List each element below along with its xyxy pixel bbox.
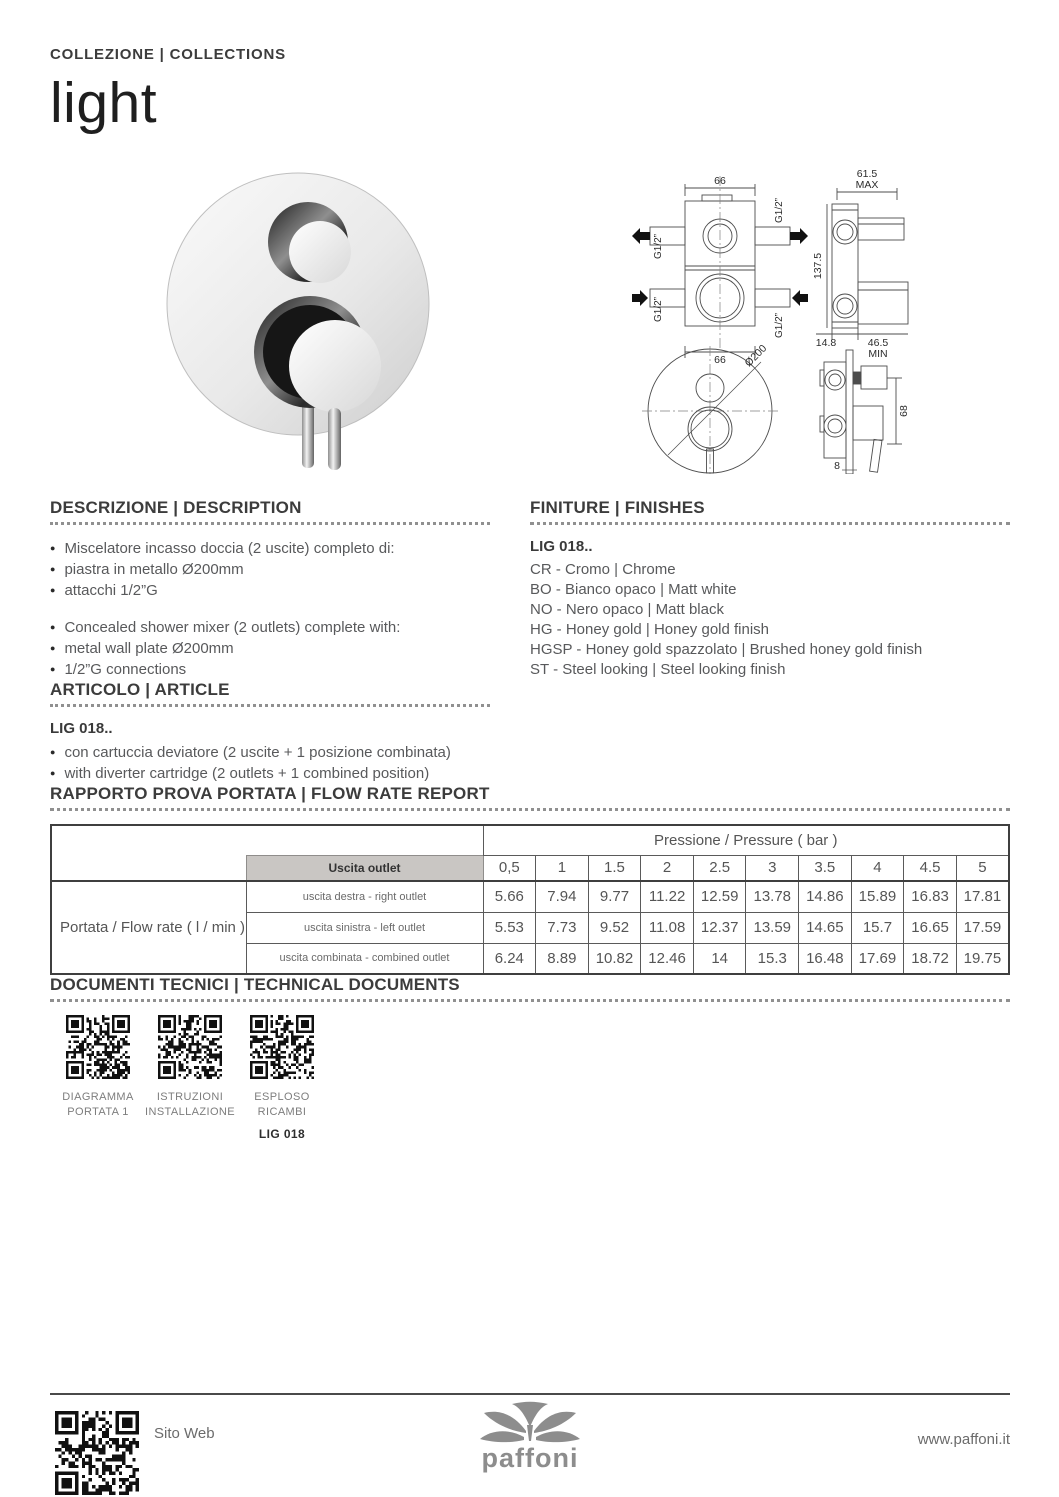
product-visuals: [50, 138, 1010, 486]
diverter-knob-face: [289, 221, 351, 283]
paffoni-palm-icon: [480, 1402, 580, 1442]
finish-item: NO - Nero opaco | Matt black: [530, 601, 724, 618]
description-item: [50, 559, 490, 580]
description-item: [50, 617, 490, 638]
inlet-arrow-bottom-right: [792, 290, 808, 306]
document-label: [236, 1090, 328, 1120]
inlet-arrow-bottom-left: [632, 290, 648, 306]
technical-drawing: [630, 166, 910, 474]
description-item-text: metal wall plate Ø200mm: [64, 640, 234, 657]
outlet-arrow-top-left: [632, 228, 650, 244]
flow-value: 14.86: [799, 881, 852, 912]
document-label-line: PORTATA 1: [67, 1106, 129, 1118]
dim-min-label: MIN: [868, 348, 888, 360]
diverter-rod: [328, 408, 341, 470]
finish-item: CR - Cromo | Chrome: [530, 561, 676, 578]
dotted-rule: [50, 808, 1010, 811]
bullet-icon: ●: [50, 585, 56, 595]
flow-value: 7.73: [536, 912, 589, 943]
pressure-value: 0,5: [483, 855, 536, 881]
pressure-value: 5: [956, 855, 1009, 881]
dotted-rule: [50, 522, 490, 525]
flow-pressure-row: [51, 855, 1009, 881]
dim-height: 137.5: [812, 252, 824, 280]
flow-report-heading: RAPPORTO PROVA PORTATA | FLOW RATE REPORT: [50, 784, 490, 803]
flow-value: 8.89: [536, 943, 589, 974]
outlet-label: uscita sinistra - left outlet: [246, 912, 483, 943]
pressure-value: 3: [746, 855, 799, 881]
pressure-value: 2: [641, 855, 694, 881]
dim-plate-diameter: Ø200: [742, 342, 770, 370]
outlet-label: uscita combinata - combined outlet: [246, 943, 483, 974]
mixer-handle-face: [289, 320, 381, 412]
pressure-header: Pressione / Pressure ( bar ): [483, 825, 1009, 855]
flow-value: 9.77: [588, 881, 641, 912]
description-item-text: 1/2”G connections: [64, 661, 187, 678]
flow-rate-table: [50, 824, 1010, 975]
finishes-list: [530, 560, 1010, 680]
flow-value: 14: [693, 943, 746, 974]
dim-max-label: MAX: [855, 179, 879, 191]
description-list-en: [50, 617, 490, 680]
description-column: [50, 498, 490, 784]
finish-item: HGSP - Honey gold spazzolato | Brushed honey gold finish: [530, 641, 923, 658]
bullet-icon: ●: [50, 564, 56, 574]
flow-value: 15.89: [851, 881, 904, 912]
dim-conn-tr: G1/2”: [774, 197, 785, 223]
finish-item: HG - Honey gold | Honey gold finish: [530, 621, 770, 638]
flow-rate-group-label: Portata / Flow rate ( l / min ): [51, 881, 246, 974]
flow-value: 13.59: [746, 912, 799, 943]
dim-depth-max: 61.5: [856, 168, 878, 180]
bullet-icon: ●: [50, 664, 56, 674]
pressure-value: 2.5: [693, 855, 746, 881]
flow-value: 12.37: [693, 912, 746, 943]
article-code: LIG 018..: [50, 720, 113, 737]
description-item-text: Concealed shower mixer (2 outlets) complete with:: [64, 619, 401, 636]
technical-document-item: [236, 1015, 328, 1141]
collection-title: light: [50, 71, 158, 135]
finish-item: BO - Bianco opaco | Matt white: [530, 581, 737, 598]
dim-conn-tl: G1/2”: [653, 233, 664, 259]
flow-value: 11.08: [641, 912, 694, 943]
pressure-value: 1.5: [588, 855, 641, 881]
description-item-text: Miscelatore incasso doccia (2 uscite) completo di:: [64, 540, 395, 557]
dim-width-top: 66: [714, 175, 726, 187]
pressure-value: 1: [536, 855, 589, 881]
technical-document-item: [144, 1015, 236, 1141]
page-footer: [50, 1393, 1010, 1497]
bullet-icon: ●: [50, 747, 56, 757]
description-item: [50, 638, 490, 659]
flow-value: 12.46: [641, 943, 694, 974]
flow-value: 5.66: [483, 881, 536, 912]
flow-table-blank: [51, 855, 246, 881]
bullet-icon: ●: [50, 768, 56, 778]
description-heading: DESCRIZIONE | DESCRIPTION: [50, 498, 302, 517]
product-photo: [162, 138, 434, 472]
technical-documents-row: [52, 1015, 1010, 1141]
flow-value: 19.75: [956, 943, 1009, 974]
dim-plate-thickness: 8: [834, 460, 840, 472]
dotted-rule: [530, 522, 1010, 525]
finishes-heading: FINITURE | FINISHES: [530, 498, 705, 517]
bullet-icon: ●: [50, 622, 56, 632]
article-item: [50, 763, 490, 784]
sito-web-label: Sito Web: [154, 1425, 215, 1442]
description-list-it: [50, 538, 490, 601]
document-label-line: ISTRUZIONI: [156, 1091, 224, 1103]
flow-table-corner: [51, 825, 483, 855]
document-code: LIG 018: [258, 1127, 306, 1141]
outlet-label: uscita destra - right outlet: [246, 881, 483, 912]
dotted-rule: [50, 704, 490, 707]
flow-value: 13.78: [746, 881, 799, 912]
finish-item: ST - Steel looking | Steel looking finish: [530, 661, 786, 678]
collection-eyebrow: COLLEZIONE | COLLECTIONS: [50, 46, 286, 63]
flow-value: 12.59: [693, 881, 746, 912]
qr-code-esploso: [250, 1015, 314, 1079]
dim-conn-bl: G1/2”: [653, 296, 664, 322]
bullet-icon: ●: [50, 543, 56, 553]
flow-value: 11.22: [641, 881, 694, 912]
document-label: [52, 1090, 144, 1120]
flow-value: 15.7: [851, 912, 904, 943]
finishes-column: [530, 498, 1010, 784]
flow-value: 16.65: [904, 912, 957, 943]
flow-value: 9.52: [588, 912, 641, 943]
document-label: [144, 1090, 236, 1120]
pressure-value: 4: [851, 855, 904, 881]
flow-value: 14.65: [799, 912, 852, 943]
flow-value: 16.48: [799, 943, 852, 974]
flow-value: 17.59: [956, 912, 1009, 943]
dim-handle-depth: 68: [898, 405, 910, 417]
article-heading: ARTICOLO | ARTICLE: [50, 680, 230, 699]
flow-value: 16.83: [904, 881, 957, 912]
description-item: [50, 580, 490, 601]
document-label-line: ESPLOSO: [254, 1091, 310, 1103]
bullet-icon: ●: [50, 643, 56, 653]
description-item: [50, 538, 490, 559]
outlet-header: Uscita outlet: [246, 855, 483, 881]
technical-document-item: [52, 1015, 144, 1141]
pressure-value: 3.5: [799, 855, 852, 881]
paffoni-logo-text: paffoni: [481, 1443, 579, 1473]
article-list: [50, 742, 490, 784]
description-finishes-columns: [50, 498, 1010, 784]
pressure-value: 4.5: [904, 855, 957, 881]
document-label-line: DIAGRAMMA: [62, 1091, 134, 1103]
dim-width-bottom: 66: [714, 354, 726, 366]
description-item: [50, 659, 490, 680]
flow-value: 18.72: [904, 943, 957, 974]
dotted-rule: [50, 999, 1010, 1002]
dim-conn-br: G1/2”: [774, 312, 785, 338]
table-row: [51, 881, 1009, 912]
qr-code-istruzioni: [158, 1015, 222, 1079]
flow-value: 15.3: [746, 943, 799, 974]
flow-header-row: [51, 825, 1009, 855]
flow-value: 5.53: [483, 912, 536, 943]
finishes-code: LIG 018..: [530, 538, 593, 555]
flow-value: 17.81: [956, 881, 1009, 912]
document-label-line: RICAMBI: [257, 1106, 307, 1118]
qr-code-diagramma: [66, 1015, 130, 1079]
document-label-line: INSTALLAZIONE: [145, 1106, 235, 1118]
article-item-text: with diverter cartridge (2 outlets + 1 combined position): [64, 765, 430, 782]
article-item: [50, 742, 490, 763]
description-item-text: attacchi 1/2”G: [64, 582, 158, 599]
website-url: www.paffoni.it: [917, 1431, 1010, 1448]
flow-value: 7.94: [536, 881, 589, 912]
outlet-arrow-top-right: [790, 228, 808, 244]
paffoni-logo: [470, 1399, 590, 1483]
description-item-text: piastra in metallo Ø200mm: [64, 561, 244, 578]
flow-value: 10.82: [588, 943, 641, 974]
dim-offset: 14.8: [815, 337, 837, 349]
flow-value: 6.24: [483, 943, 536, 974]
documents-heading: DOCUMENTI TECNICI | TECHNICAL DOCUMENTS: [50, 975, 460, 994]
article-item-text: con cartuccia deviatore (2 uscite + 1 posizione combinata): [64, 744, 451, 761]
qr-code-sito-web: [55, 1411, 139, 1495]
flow-value: 17.69: [851, 943, 904, 974]
dim-depth-min: 46.5: [867, 337, 889, 349]
